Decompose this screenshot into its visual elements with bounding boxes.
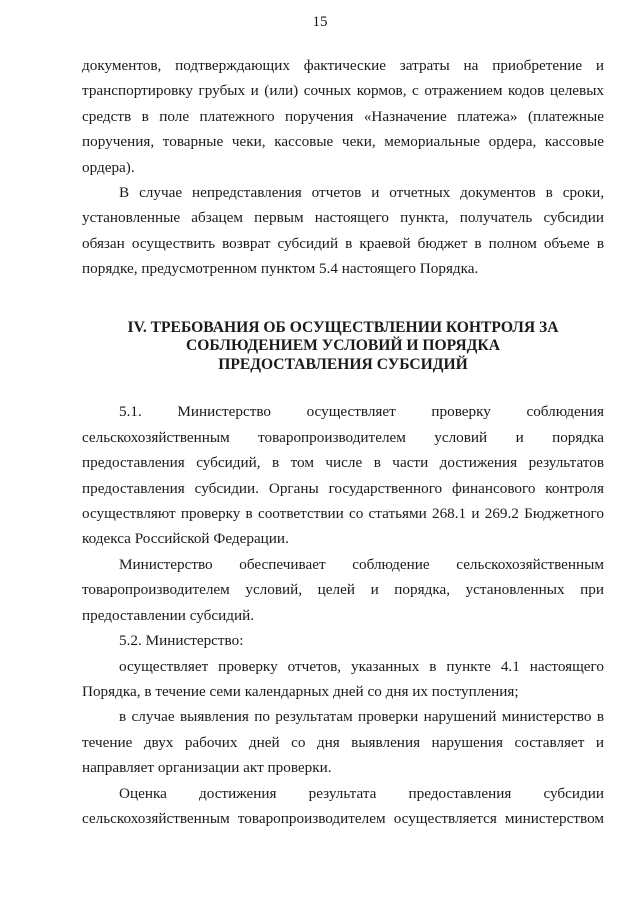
paragraph: Министерство обеспечивает соблюдение сельскохозяйственным товаропроизводителем условий, целей и порядка, установленных при предоставлении субсидий. — [82, 555, 604, 624]
paragraph: 5.2. Министерство: — [119, 632, 244, 650]
paragraph: В случае непредставления отчетов и отчетных документов в сроки, установленные абзацем первым настоящего пункта, получатель субсидии обязан осуществить возврат субсидий в краевой бюджет в полном объеме в порядке, предусмотренном пунктом 5.4 настоящего Порядка. — [82, 184, 604, 278]
document-body — [82, 53, 604, 831]
paragraph: в случае выявления по результатам проверки нарушений министерство в течение двух рабочих дней со дня выявления нарушения составляет и направляет организации акт проверки. — [82, 708, 604, 777]
paragraph: Оценка достижения результата предоставления субсидии сельскохозяйственным товаропроизводителем осуществляется министерством — [82, 784, 604, 827]
section-heading-line: IV. ТРЕБОВАНИЯ ОБ ОСУЩЕСТВЛЕНИИ КОНТРОЛЯ ЗА — [127, 318, 559, 336]
section-heading-line: СОБЛЮДЕНИЕМ УСЛОВИЙ И ПОРЯДКА — [186, 337, 500, 355]
paragraph: осуществляет проверку отчетов, указанных в пункте 4.1 настоящего Порядка, в течение семи календарных дней со дня их поступления; — [82, 657, 604, 700]
section-heading — [82, 319, 604, 375]
paragraph: документов, подтверждающих фактические затраты на приобретение и транспортировку грубых и (или) сочных кормов, с отражением кодов целевых средств в поле платежного поручения «Назначение платежа» (платежные поручения, товарные чеки, кассовые чеки, мемориальные ордера, кассовые ордера). — [82, 57, 604, 176]
page-number: 15 — [312, 14, 328, 30]
paragraph: 5.1. Министерство осуществляет проверку соблюдения сельскохозяйственным товаропроизводителем условий и порядка предоставления субсидий, в том числе в части достижения результатов предоставления субсидии. Органы государственного финансового контроля осуществляют проверку в соответствии со статьями 268.1 и 269.2 Бюджетного кодекса Российской Федерации. — [82, 403, 604, 548]
section-heading-line: ПРЕДОСТАВЛЕНИЯ СУБСИДИЙ — [218, 355, 468, 373]
